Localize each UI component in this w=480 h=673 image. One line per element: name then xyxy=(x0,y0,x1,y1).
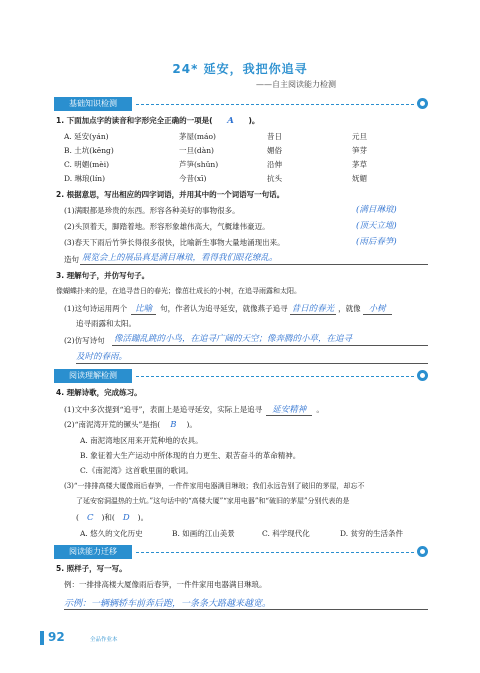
answer-line xyxy=(112,345,428,346)
option-cell: 今昔(xī) xyxy=(179,174,207,183)
divider xyxy=(136,104,414,105)
section-label: 阅读理解检测 xyxy=(54,369,132,383)
q4-item-3-option-a: A. 悠久的文化历史 xyxy=(80,529,143,538)
section-label: 基础知识检测 xyxy=(54,97,132,111)
answer-line xyxy=(80,264,428,265)
lesson-title: 24* 延安，我把你追寻 xyxy=(172,62,308,76)
q4-option-a: A. 南泥湾地区用来开荒种地的农具。 xyxy=(80,436,203,445)
q2-item-1: (1)满眼都是珍贵的东西。形容各种美好的事物很多。 xyxy=(64,206,240,215)
q4-item-3-line1: (3)“一排排高楼大厦像雨后春笋，一件件家用电器满目琳琅；我们永远告别了破旧的茅屋，却忘不 xyxy=(64,482,365,490)
q4-option-b: B. 象征着大生产运动中所体现的自力更生、艰苦奋斗的革命精神。 xyxy=(80,451,301,460)
section-basic-header xyxy=(54,97,428,111)
q4-stem: 4. 理解诗歌，完成练习。 xyxy=(56,388,142,397)
q3-quote: 像蝴蝶扑来的是，在追寻昔日的春光；像茁壮成长的小树，在追寻雨露和太阳。 xyxy=(56,287,301,295)
option-cell: 抗头 xyxy=(267,174,282,183)
answer-line xyxy=(76,363,428,364)
q4-item-3-option-d: D. 贫穷的生活条件 xyxy=(340,529,404,538)
lesson-subtitle: ——自主阅读能力检测 xyxy=(256,80,336,89)
q2-item-3: (3)春天下雨后竹笋长得很多很快，比喻新生事物大量地涌现出来。 xyxy=(64,238,285,247)
q4-answer-2: B xyxy=(170,420,177,430)
divider xyxy=(136,552,414,553)
q5-example: 例：一排排高楼大厦像雨后春笋，一件件家用电器满目琳琅。 xyxy=(64,580,267,589)
page-number: 92 xyxy=(48,630,65,644)
q4-item-1: (1)文中多次提到“追寻”，表面上是追寻延安，实际上是追寻 延安精神 。 xyxy=(64,405,324,415)
q4-item-3-line2: 了延安窑洞温热的土炕。”这句话中的“高楼大厦”“家用电器”和“破旧的茅屋”分别代表的是 xyxy=(76,497,350,505)
q3-item-2-answer-2: 及时的春雨。 xyxy=(76,352,128,362)
q5-answer: 示例：一辆辆轿车前奔后跑，一条条大路越来越宽。 xyxy=(64,599,272,609)
q4-answer-1: 延安精神 xyxy=(266,405,312,416)
q2-stem: 2. 根据意思，写出相应的四字词语，并用其中的一个词语写一句话。 xyxy=(56,190,285,199)
section-label: 阅读能力迁移 xyxy=(54,545,132,559)
option-cell: 媚俗 xyxy=(267,146,282,155)
q3-item-1: (1)这句诗运用两个 比喻 句，作者认为追寻延安，就像燕子追寻 昔日的春光 ，就像 小树 xyxy=(64,302,394,314)
option-cell: 元旦 xyxy=(352,132,367,141)
q4-item-2: (2)“南泥湾开荒的镢头”是指( B )。 xyxy=(64,420,197,430)
q3-answer-2: 昔日的春光 xyxy=(291,304,335,314)
divider xyxy=(136,376,414,377)
q4-item-3-option-b: B. 如画的江山美景 xyxy=(172,529,235,538)
q3-answer-1: 比喻 xyxy=(131,304,156,315)
q1-answer: A xyxy=(227,116,234,126)
option-cell: 芦笋(shǔn) xyxy=(179,160,219,169)
q3-stem: 3. 理解句子，并仿写句子。 xyxy=(56,271,150,280)
option-cell: A. 延安(yán) xyxy=(64,132,109,141)
q4-option-c: C.《南泥湾》这首歌里面的歌词。 xyxy=(80,466,193,475)
q5-stem: 5. 照样子，写一写。 xyxy=(56,564,127,573)
option-cell: 茅草 xyxy=(352,160,367,169)
q1-stem: 1. 下面加点字的读音和字形完全正确的一项是( A )。 xyxy=(56,116,260,126)
option-cell: B. 土坑(kēng) xyxy=(64,146,114,155)
option-cell: D. 琳琅(lín) xyxy=(64,174,105,183)
q2-sentence-label: 造句 xyxy=(64,255,79,264)
option-cell: 沿伸 xyxy=(267,160,282,169)
option-cell: 昔日 xyxy=(267,132,282,141)
q2-item-2: (2)头顶着天，脚踏着地。形容形象雄伟高大，气概雄伟豪迈。 xyxy=(64,222,270,231)
section-reading-header xyxy=(54,369,428,383)
q4-answer-3b: D xyxy=(122,513,130,523)
q2-answer-2: (顶天立地) xyxy=(356,221,397,231)
circle-icon xyxy=(417,370,428,381)
q3-item-1-cont: 追寻雨露和太阳。 xyxy=(76,319,136,328)
option-cell: 一旦(dàn) xyxy=(179,146,214,155)
section-transfer-header xyxy=(54,545,428,559)
q2-answer-3: (雨后春笋) xyxy=(356,237,397,247)
answer-line xyxy=(64,609,428,610)
q4-answer-3a: C xyxy=(86,513,94,523)
q3-item-2-label: (2)仿写诗句 xyxy=(64,336,105,345)
q2-sentence-answer: 展览会上的展品真是满目琳琅，看得我们眼花缭乱。 xyxy=(82,253,278,263)
circle-icon xyxy=(417,546,428,557)
option-cell: 妩媚 xyxy=(352,174,367,183)
q4-item-3-answers: ( C )和( D )。 xyxy=(76,513,149,523)
footer-brand: 全品作业本 xyxy=(90,637,118,643)
option-cell: 笋芽 xyxy=(352,146,367,155)
circle-icon xyxy=(417,98,428,109)
q4-item-3-option-c: C. 科学现代化 xyxy=(262,529,310,538)
q3-item-2-answer-1: 像活蹦乱跳的小鸟，在追寻广阔的天空；像奔腾的小草，在追寻 xyxy=(114,334,353,344)
option-cell: C. 明媚(mèi) xyxy=(64,160,110,169)
option-cell: 茅屋(máo) xyxy=(179,132,216,141)
page-accent-bar xyxy=(40,631,44,645)
q2-answer-1: (满目琳琅) xyxy=(356,205,397,215)
q3-answer-3: 小树 xyxy=(363,304,392,315)
